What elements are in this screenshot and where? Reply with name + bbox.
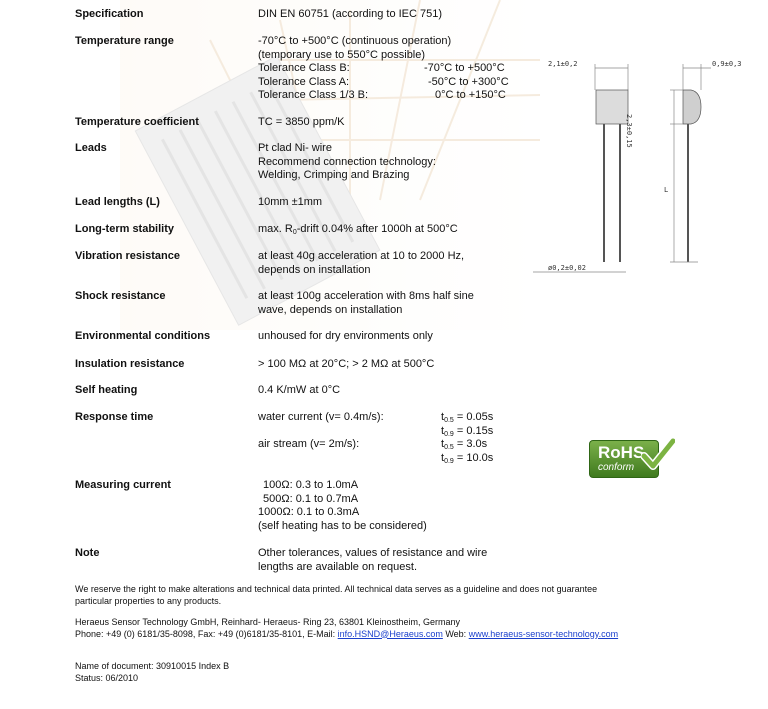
note-label: Note [75,547,100,559]
self-heating-value: 0.4 K/mW at 0°C [258,384,341,396]
note-line1: Other tolerances, values of resistance and wire [258,547,488,559]
long-term-stability-label: Long-term stability [75,223,175,235]
specification-value: DIN EN 60751 (according to IEC 751) [258,8,443,20]
measuring-current-100: 100Ω: 0.3 to 1.0mA [263,479,359,491]
long-term-stability-suffix: -drift 0.04% after 1000h at 500°C [296,223,458,235]
long-term-stability-subscript: 0 [292,229,297,236]
temperature-coefficient-label: Temperature coefficient [75,116,199,128]
shock-resistance-label: Shock resistance [75,290,166,302]
web-label: Web: [442,628,469,639]
insulation-resistance-value: > 100 MΩ at 20°C; > 2 MΩ at 500°C [258,358,435,370]
t-symbol: t [441,438,445,450]
rohs-subtitle: conform [598,462,635,473]
t-symbol: t [441,424,445,437]
long-term-stability-prefix: max. R [258,223,293,235]
leads-recommendation: Recommend connection technology: [258,155,436,168]
shock-resistance-value [258,290,474,317]
response-time-value [258,411,518,467]
width-dimension: 2,1±0,2 [548,60,578,68]
specification-label: Specification [75,8,144,20]
tolerance-class-a-range: -50°C to +300°C [428,75,509,88]
email-link[interactable]: info.HSND@Heraeus.com [337,628,443,639]
water-t05-value: = 0.05s [453,411,494,423]
note-value [258,547,487,574]
t05-subscript: 0.5 [444,417,454,424]
document-name: Name of document: 30910015 Index B [75,661,230,671]
company-address: Heraeus Sensor Technology GmbH, Reinhard- Heraeus- Ring 23, 63801 Kleinostheim, Germany [75,617,461,627]
t09-subscript: 0.9 [444,457,454,465]
vibration-resistance-line2: depends on installation [258,263,371,276]
long-term-stability-value [258,223,458,240]
tolerance-class-a-label: Tolerance Class A: [258,75,350,88]
environmental-conditions-value: unhoused for dry environments only [258,330,433,342]
tolerance-class-b-label: Tolerance Class B: [258,62,350,74]
air-t09-value: = 10.0s [453,451,494,464]
t05-subscript: 0.5 [444,444,454,451]
tolerance-class-third-b-label: Tolerance Class 1/3 B: [258,89,369,101]
leads-value [258,142,436,183]
measuring-current-note: (self heating has to be considered) [258,519,427,532]
measuring-current-1000: 1000Ω: 0.1 to 0.3mA [258,506,360,518]
water-t09-value: = 0.15s [453,424,494,437]
thickness-dimension: 0,9±0,3 [712,60,742,68]
leads-material: Pt clad Ni- wire [258,142,332,154]
insulation-resistance-label: Insulation resistance [75,358,185,370]
rohs-title: RoHS [598,443,645,462]
shock-resistance-line1: at least 100g acceleration with 8ms half sine [258,290,474,302]
response-time-water-label: water current (v= 0.4m/s): [258,411,384,423]
measuring-current-500: 500Ω: 0.1 to 0.7mA [263,492,359,505]
measuring-current-label: Measuring current [75,479,171,491]
note-line2: lengths are available on request. [258,560,417,573]
t09-subscript: 0.9 [444,430,454,438]
lead-lengths-label: Lead lengths (L) [75,196,160,208]
shock-resistance-line2: wave, depends on installation [258,303,403,316]
document-status: Status: 06/2010 [75,672,139,683]
tolerance-class-b-range: -70°C to +500°C [424,62,505,74]
t-symbol: t [441,411,445,423]
response-time-air-t09 [441,452,493,469]
checkmark-icon [641,438,675,470]
temperature-coefficient-value: TC = 3850 ppm/K [258,116,345,128]
temperature-range-temporary: (temporary use to 550°C possible) [258,48,426,61]
temperature-range-value [258,35,518,103]
wire-dimension: ø0,2±0,02 [548,264,586,272]
vibration-resistance-line1: at least 40g acceleration at 10 to 2000 Hz, [258,250,465,262]
temperature-range-continuous: -70°C to +500°C (continuous operation) [258,35,452,47]
disclaimer-line2: particular properties to any products. [75,595,222,606]
height-dimension: 2,3±0,15 [625,114,633,148]
self-heating-label: Self heating [75,384,138,396]
response-time-label: Response time [75,411,154,423]
vibration-resistance-label: Vibration resistance [75,250,180,262]
t-symbol: t [441,451,445,464]
leads-label: Leads [75,142,107,154]
disclaimer-line1: We reserve the right to make alterations and technical data printed. All technical data serves as a guideline and does not guarantee [75,584,598,594]
document-info [75,661,229,684]
response-time-air-label: air stream (v= 2m/s): [258,438,360,450]
website-link[interactable]: www.heraeus-sensor-technology.com [468,628,619,639]
air-t05-value: = 3.0s [453,438,488,450]
tolerance-class-third-b-range: 0°C to +150°C [435,89,506,101]
contact-line [75,629,618,641]
sensor-dimension-drawing [533,30,741,286]
environmental-conditions-label: Environmental conditions [75,330,211,342]
rohs-badge [589,438,675,478]
disclaimer [75,584,597,607]
company-contact [75,617,618,640]
vibration-resistance-value [258,250,464,277]
temperature-range-label: Temperature range [75,35,174,47]
contact-phone-fax: Phone: +49 (0) 6181/35-8098, Fax: +49 (0)6181/35-8101, E-Mail: [75,628,338,639]
lead-lengths-value: 10mm ±1mm [258,196,323,208]
length-dimension: L [664,186,669,194]
leads-technologies: Welding, Crimping and Brazing [258,169,410,181]
measuring-current-value [258,479,427,533]
